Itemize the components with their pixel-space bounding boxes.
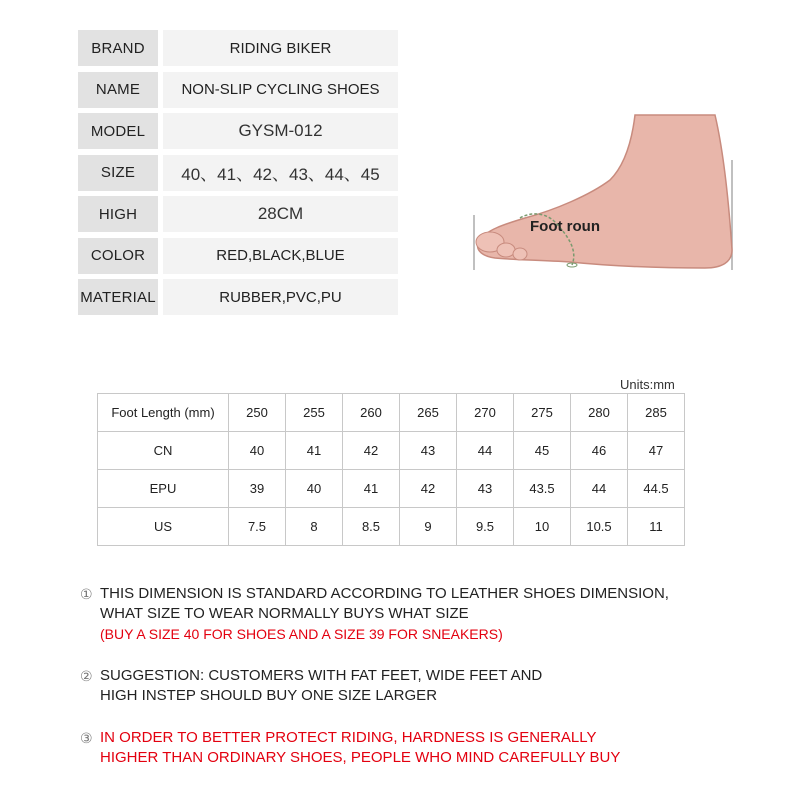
spec-row-size: [78, 155, 398, 191]
table-row: [98, 394, 685, 432]
foot-label: Foot roun: [530, 218, 600, 235]
spec-label: COLOR: [78, 238, 158, 274]
cell: 8.5: [343, 508, 400, 546]
spec-label: MATERIAL: [78, 279, 158, 315]
note-line: HIGH INSTEP SHOULD BUY ONE SIZE LARGER: [100, 687, 438, 704]
spec-row-high: [78, 196, 398, 232]
size-table: [97, 393, 685, 546]
spec-row-brand: [78, 30, 398, 66]
units-label: Units:mm: [620, 377, 675, 392]
cell: 44: [457, 432, 514, 470]
spec-value: RED,BLACK,BLUE: [163, 238, 398, 274]
cell: 43: [400, 432, 457, 470]
note-number: ②: [80, 668, 93, 684]
spec-value: 40、41、42、43、44、45: [163, 155, 398, 191]
cell: 41: [343, 470, 400, 508]
cell: 46: [571, 432, 628, 470]
note-line: THIS DIMENSION IS STANDARD ACCORDING TO LEATHER SHOES DIMENSION,: [100, 585, 669, 602]
cell: 270: [457, 394, 514, 432]
cell: 280: [571, 394, 628, 432]
spec-label: HIGH: [78, 196, 158, 232]
foot-illustration: [460, 100, 750, 280]
spec-row-model: [78, 113, 398, 149]
foot-icon: [460, 100, 750, 280]
cell: 9.5: [457, 508, 514, 546]
note-line-highlight: HIGHER THAN ORDINARY SHOES, PEOPLE WHO MIND CAREFULLY BUY: [100, 749, 621, 766]
cell: 44: [571, 470, 628, 508]
note-line-highlight: IN ORDER TO BETTER PROTECT RIDING, HARDNESS IS GENERALLY: [100, 729, 597, 746]
table-row: [98, 470, 685, 508]
cell: 39: [229, 470, 286, 508]
cell: 11: [628, 508, 685, 546]
cell: 10: [514, 508, 571, 546]
note-3: [80, 728, 620, 768]
row-header: EPU: [98, 470, 229, 508]
cell: 8: [286, 508, 343, 546]
cell: 41: [286, 432, 343, 470]
cell: 42: [343, 432, 400, 470]
spec-row-material: [78, 279, 398, 315]
spec-value: GYSM-012: [163, 113, 398, 149]
spec-table: [78, 30, 398, 321]
spec-label: NAME: [78, 72, 158, 108]
spec-value: 28CM: [163, 196, 398, 232]
note-line: WHAT SIZE TO WEAR NORMALLY BUYS WHAT SIZE: [100, 605, 469, 622]
cell: 47: [628, 432, 685, 470]
cell: 285: [628, 394, 685, 432]
note-number: ①: [80, 586, 93, 602]
cell: 40: [286, 470, 343, 508]
cell: 10.5: [571, 508, 628, 546]
cell: 9: [400, 508, 457, 546]
spec-label: BRAND: [78, 30, 158, 66]
cell: 7.5: [229, 508, 286, 546]
cell: 43: [457, 470, 514, 508]
cell: 40: [229, 432, 286, 470]
cell: 43.5: [514, 470, 571, 508]
cell: 275: [514, 394, 571, 432]
spec-row-color: [78, 238, 398, 274]
row-header: Foot Length (mm): [98, 394, 229, 432]
table-row: [98, 508, 685, 546]
row-header: CN: [98, 432, 229, 470]
spec-row-name: [78, 72, 398, 108]
spec-label: SIZE: [78, 155, 158, 191]
spec-label: MODEL: [78, 113, 158, 149]
cell: 250: [229, 394, 286, 432]
note-line-highlight: (BUY A SIZE 40 FOR SHOES AND A SIZE 39 FOR SNEAKERS): [100, 626, 503, 642]
cell: 42: [400, 470, 457, 508]
cell: 44.5: [628, 470, 685, 508]
cell: 255: [286, 394, 343, 432]
note-2: [80, 666, 542, 706]
spec-value: RUBBER,PVC,PU: [163, 279, 398, 315]
row-header: US: [98, 508, 229, 546]
cell: 45: [514, 432, 571, 470]
cell: 260: [343, 394, 400, 432]
spec-value: NON-SLIP CYCLING SHOES: [163, 72, 398, 108]
table-row: [98, 432, 685, 470]
spec-value: RIDING BIKER: [163, 30, 398, 66]
note-line: SUGGESTION: CUSTOMERS WITH FAT FEET, WIDE FEET AND: [100, 667, 543, 684]
note-number: ③: [80, 730, 93, 746]
note-1: [80, 584, 669, 644]
cell: 265: [400, 394, 457, 432]
